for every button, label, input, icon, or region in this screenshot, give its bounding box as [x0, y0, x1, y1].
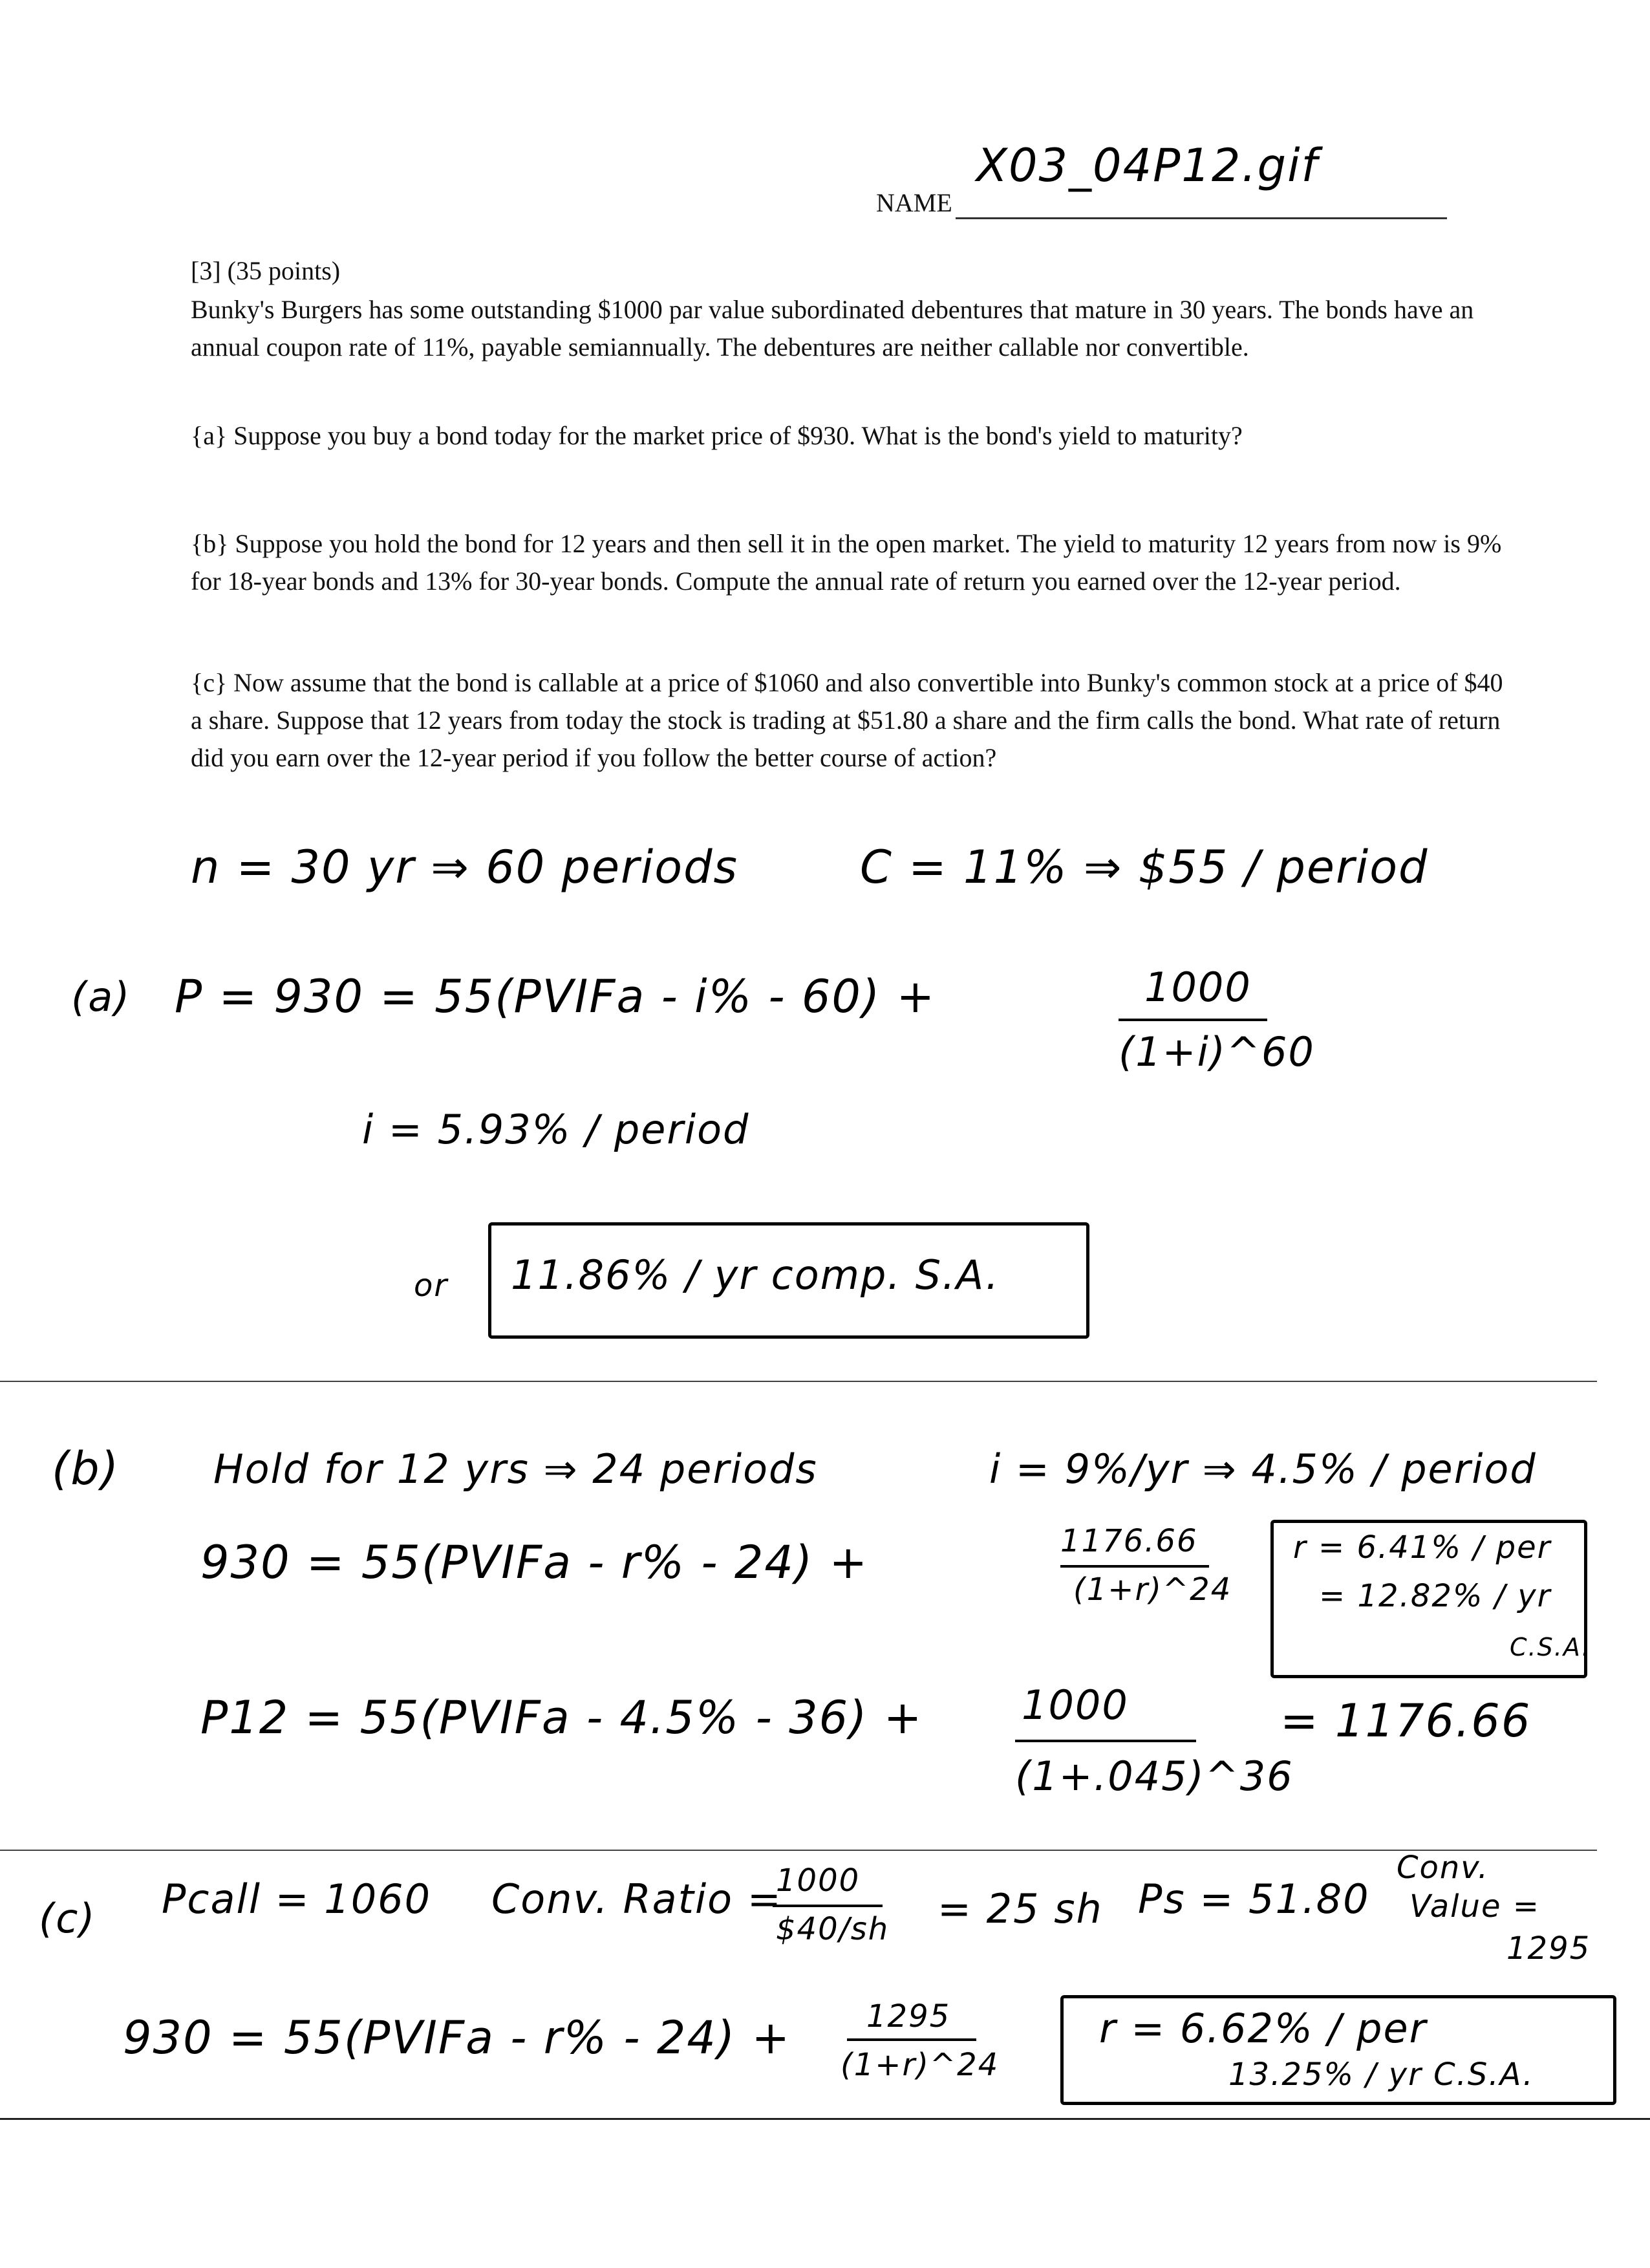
- part-c-numerator: 1295: [866, 1998, 951, 2035]
- part-c-equation: 930 = 55(PVIFa - r% - 24) +: [123, 2011, 791, 2064]
- part-b-denominator-1: (1+r)^24: [1073, 1571, 1232, 1608]
- part-b-fraction-bar-1: [1060, 1565, 1209, 1568]
- part-b-holding: Hold for 12 yrs ⇒ 24 periods: [213, 1445, 818, 1493]
- part-b-answer-periodic: r = 6.41% / per: [1293, 1529, 1552, 1566]
- part-c-conversion-value-label-1: Conv.: [1397, 1850, 1490, 1886]
- part-b-rate: i = 9%/yr ⇒ 4.5% / period: [989, 1445, 1537, 1493]
- problem-number: [3]: [191, 256, 221, 285]
- part-c-conversion-value-label-2: Value =: [1409, 1888, 1540, 1925]
- name-underline: [956, 217, 1447, 219]
- setup-periods: n = 30 yr ⇒ 60 periods: [191, 841, 738, 894]
- part-c-answer-annual: 13.25% / yr C.S.A.: [1228, 2057, 1534, 2093]
- problem-intro: Bunky's Burgers has some outstanding $1000 par value subordinated debentures that mature in 30 years. The bonds have an annual coupon rate of 11%, payable semiannually. The debentures are neither callable nor convertible.: [191, 295, 1474, 362]
- part-b-numerator-2: 1000: [1022, 1681, 1129, 1729]
- part-b-price-result: = 1176.66: [1280, 1694, 1532, 1747]
- part-c-conversion-value: 1295: [1506, 1930, 1591, 1967]
- part-b-equation-1: 930 = 55(PVIFa - r% - 24) +: [200, 1536, 869, 1589]
- problem-heading: [191, 252, 340, 290]
- part-c-fraction-bar: [847, 2038, 976, 2041]
- part-a-fraction-bar: [1119, 1019, 1267, 1021]
- part-c-ratio-fraction-bar: [773, 1905, 883, 1907]
- part-c-shares: = 25 sh: [938, 1885, 1103, 1932]
- part-c-conversion-ratio-label: Conv. Ratio =: [491, 1875, 782, 1923]
- name-label: NAME: [876, 188, 952, 217]
- part-a-or: or: [414, 1268, 449, 1304]
- part-a-equation: P = 930 = 55(PVIFa - i% - 60) +: [175, 970, 936, 1023]
- divider-a-b: [0, 1381, 1597, 1382]
- divider-b-c: [0, 1850, 1597, 1851]
- part-b-denominator-2: (1+.045)^36: [1015, 1753, 1294, 1800]
- problem-points: (35 points): [227, 256, 341, 285]
- part-a-numerator: 1000: [1144, 964, 1252, 1011]
- name-value: X03_04P12.gif: [976, 139, 1319, 192]
- part-c-ratio-denominator: $40/sh: [776, 1911, 890, 1947]
- part-c-question: {c} Now assume that the bond is callable at a price of $1060 and also convertible into Bunky's common stock at a price of $40 a share. Suppose that 12 years from today the stock is trading at $51.80 a share and the firm calls the bond. What rate of return did you earn over the 12-year period if you follow the better course of action?: [191, 668, 1503, 772]
- part-a-periodic-rate: i = 5.93% / period: [362, 1106, 750, 1153]
- part-c-answer-periodic: r = 6.62% / per: [1099, 2005, 1428, 2052]
- part-c-label: (c): [39, 1895, 96, 1942]
- part-c-call-price: Pcall = 1060: [162, 1875, 432, 1923]
- part-a-label: (a): [71, 973, 131, 1021]
- part-c-ratio-numerator: 1000: [776, 1863, 861, 1899]
- part-c-denominator: (1+r)^24: [841, 2047, 1000, 2083]
- part-b-question: {b} Suppose you hold the bond for 12 years and then sell it in the open market. The yield to maturity 12 years from now is 9% for 18-year bonds and 13% for 30-year bonds. Compute the annual rate of return you earned over the 12-year period.: [191, 529, 1502, 596]
- part-a-answer: 11.86% / yr comp. S.A.: [511, 1251, 1000, 1299]
- part-b-equation-2: P12 = 55(PVIFa - 4.5% - 36) +: [200, 1691, 923, 1744]
- setup-coupon: C = 11% ⇒ $55 / period: [860, 841, 1429, 894]
- divider-bottom: [0, 2118, 1650, 2120]
- part-b-fraction-bar-2: [1015, 1740, 1196, 1742]
- part-c-stock-price: Ps = 51.80: [1138, 1875, 1370, 1923]
- part-a-denominator: (1+i)^60: [1119, 1028, 1315, 1075]
- part-a-question: {a} Suppose you buy a bond today for the market price of $930. What is the bond's yield to maturity?: [191, 421, 1243, 450]
- part-b-numerator-1: 1176.66: [1060, 1523, 1198, 1559]
- part-b-answer-annual: = 12.82% / yr: [1319, 1578, 1552, 1614]
- part-b-label: (b): [52, 1442, 120, 1495]
- part-b-answer-csa: C.S.A.: [1510, 1633, 1591, 1661]
